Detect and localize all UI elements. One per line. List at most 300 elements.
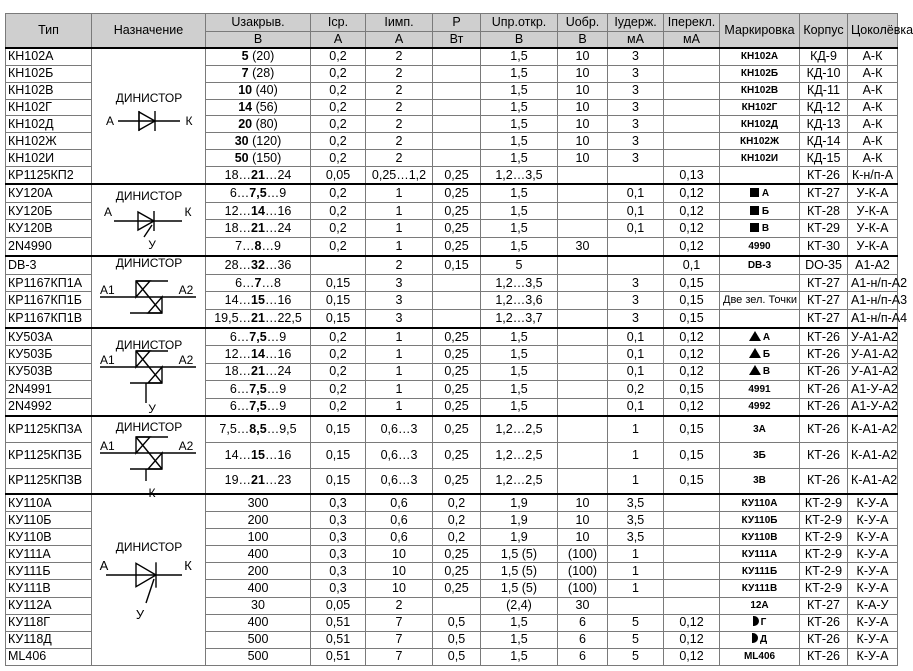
cell-i-sw (664, 116, 720, 133)
cell-u-close (206, 310, 311, 328)
marking-text: 4992 (748, 401, 771, 413)
u-close-typ: 32 (251, 257, 265, 272)
cell-u-rev: (100) (558, 580, 608, 597)
cell-i-cp: 0,3 (311, 494, 366, 512)
cell-type: КУ111В (6, 580, 92, 597)
cell-u-open: 1,2…3,7 (481, 310, 558, 328)
u-close-max: …16 (264, 293, 292, 308)
cell-u-close (206, 563, 311, 580)
u-close-typ: 30 (251, 598, 265, 613)
cell-i-cp (311, 256, 366, 274)
u-close-typ: 7 (254, 275, 262, 290)
unit-i-cp: А (311, 32, 366, 49)
cell-type: DB-3 (6, 256, 92, 274)
cell-i-sw (664, 150, 720, 167)
cell-case: КД-9 (800, 48, 848, 65)
cell-p (433, 274, 481, 292)
cell-pinout: К-У-А (848, 529, 898, 546)
cell-i-hold: 5 (608, 614, 664, 631)
u-close-max: (80) (252, 116, 278, 131)
cell-marking (720, 238, 800, 256)
u-close-max: …8 (261, 275, 281, 290)
cell-p: 0,25 (433, 563, 481, 580)
schematic-symbol-cell (92, 184, 206, 256)
marking-text: 3А (753, 423, 766, 435)
cell-marking (720, 116, 800, 133)
cell-i-imp: 1 (366, 202, 433, 220)
cell-marking (720, 381, 800, 398)
u-close-typ: 21 (251, 167, 265, 182)
symbol-label: ДИНИСТОР (115, 91, 183, 105)
u-close-typ: 100 (247, 529, 269, 544)
cell-pinout: У-К-А (848, 238, 898, 256)
cell-u-open: 1,5 (481, 65, 558, 82)
marking-text: КУ111В (741, 583, 778, 595)
cell-pinout: У-К-А (848, 184, 898, 202)
cell-i-hold: 1 (608, 468, 664, 494)
cell-u-open: 1,5 (481, 381, 558, 398)
cell-pinout: А-К (848, 99, 898, 116)
cell-i-cp: 0,2 (311, 48, 366, 65)
cell-i-sw: 0,13 (664, 167, 720, 184)
cell-i-cp: 0,15 (311, 442, 366, 468)
cell-type: КН102И (6, 150, 92, 167)
cell-case: КТ-2-9 (800, 529, 848, 546)
cell-u-open: 1,5 (481, 346, 558, 363)
u-close-typ: 21 (251, 364, 265, 379)
u-close-min: 28… (224, 257, 252, 272)
cell-u-rev (558, 416, 608, 442)
cell-i-sw (664, 563, 720, 580)
square-mark-icon (750, 223, 759, 232)
cell-type: 2N4990 (6, 238, 92, 256)
cell-u-close (206, 65, 311, 82)
symbol-label: А (99, 558, 109, 573)
cell-i-sw (664, 546, 720, 563)
u-close-max: …24 (264, 167, 292, 182)
unit-u-rev: В (558, 32, 608, 49)
cell-i-sw: 0,12 (664, 398, 720, 416)
u-close-typ: 15 (251, 447, 265, 462)
u-close-typ: 21 (251, 311, 265, 326)
cell-i-hold: 5 (608, 631, 664, 648)
cell-i-imp: 1 (366, 398, 433, 416)
cell-u-close (206, 631, 311, 648)
dinistor-a1a2k-symbol-icon (92, 417, 206, 500)
cell-marking (720, 529, 800, 546)
cell-marking (720, 468, 800, 494)
cell-p: 0,15 (433, 256, 481, 274)
marking-text: КУ111А (741, 548, 778, 560)
cell-u-open: 1,2…2,5 (481, 416, 558, 442)
cell-i-hold: 3,5 (608, 494, 664, 512)
u-close-max: …23 (264, 473, 292, 488)
cell-u-open: 5 (481, 256, 558, 274)
u-close-max: …9 (266, 399, 287, 414)
schematic-symbol-cell (92, 256, 206, 328)
unit-i-hold: мА (608, 32, 664, 49)
cell-u-open: 1,5 (481, 150, 558, 167)
cell-i-sw: 0,12 (664, 238, 720, 256)
cell-p: 0,25 (433, 184, 481, 202)
u-close-typ: 500 (247, 632, 269, 647)
cell-u-rev (558, 442, 608, 468)
cell-pinout: А1-У-А2 (848, 381, 898, 398)
cell-i-sw (664, 597, 720, 614)
cell-i-hold: 0,1 (608, 363, 664, 380)
marking-text: КУ111Б (741, 565, 778, 577)
u-close-typ: 200 (247, 512, 269, 527)
cell-marking (720, 133, 800, 150)
cell-u-open: 1,5 (481, 398, 558, 416)
cell-i-hold: 3 (608, 292, 664, 310)
cell-u-rev: 10 (558, 65, 608, 82)
symbol-label: К (184, 205, 192, 219)
dinistor-a1a2-symbol-icon (92, 257, 206, 327)
marking-text: Б (761, 205, 770, 217)
cell-i-imp: 7 (366, 631, 433, 648)
cell-i-hold: 3 (608, 310, 664, 328)
marking-text: КН102В (740, 85, 779, 97)
cell-type: 2N4992 (6, 398, 92, 416)
cell-pinout: А1-н/п-А3 (848, 292, 898, 310)
cell-case: КТ-26 (800, 631, 848, 648)
cell-i-cp: 0,2 (311, 133, 366, 150)
cell-u-rev (558, 167, 608, 184)
cell-pinout: К-А-У (848, 597, 898, 614)
cell-type: КУ120В (6, 220, 92, 238)
cell-type: КР1125КП3В (6, 468, 92, 494)
cell-u-open: 1,2…3,5 (481, 167, 558, 184)
u-close-typ: 500 (247, 649, 269, 664)
header-pinout: Цоколёвка (848, 14, 898, 49)
cell-i-cp: 0,3 (311, 529, 366, 546)
u-close-typ: 300 (247, 495, 269, 510)
cell-type: КН102Г (6, 99, 92, 116)
unit-p: Вт (433, 32, 481, 49)
cell-pinout: А-К (848, 133, 898, 150)
cell-i-imp: 0,6 (366, 529, 433, 546)
cell-i-imp: 0,25…1,2 (366, 167, 433, 184)
cell-i-imp: 7 (366, 648, 433, 665)
u-close-typ: 5 (241, 49, 249, 64)
cell-u-rev: (100) (558, 546, 608, 563)
cell-i-hold: 1 (608, 580, 664, 597)
cell-i-cp: 0,51 (311, 614, 366, 631)
cell-i-imp: 2 (366, 82, 433, 99)
cell-p (433, 150, 481, 167)
cell-p (433, 133, 481, 150)
cell-marking (720, 82, 800, 99)
cell-u-close (206, 614, 311, 631)
table-row (6, 416, 898, 442)
cell-type: КУ120А (6, 184, 92, 202)
cell-type: КР1125КП3Б (6, 442, 92, 468)
symbol-label: У (148, 402, 156, 416)
header-i-imp: Iимп. (366, 14, 433, 32)
u-close-max: …16 (264, 203, 292, 218)
u-close-max: …9 (266, 381, 287, 396)
cell-marking (720, 597, 800, 614)
cell-pinout: К-А1-А2 (848, 442, 898, 468)
u-close-typ: 15 (251, 293, 265, 308)
cell-marking (720, 580, 800, 597)
cell-u-rev (558, 184, 608, 202)
marking-text: 4991 (748, 383, 771, 395)
cell-pinout: К-У-А (848, 614, 898, 631)
u-close-typ: 14 (238, 100, 253, 115)
cell-type: КУ112А (6, 597, 92, 614)
u-close-min: 7,5… (219, 421, 250, 436)
cell-case: КД-14 (800, 133, 848, 150)
table-row (6, 256, 898, 274)
cell-i-cp: 0,3 (311, 546, 366, 563)
cell-i-sw (664, 580, 720, 597)
symbol-label: А2 (178, 439, 194, 453)
cell-marking (720, 328, 800, 346)
marking-text: КУ110В (741, 531, 778, 543)
cell-u-open: 1,5 (481, 648, 558, 665)
cell-u-open: (2,4) (481, 597, 558, 614)
cell-case: КТ-2-9 (800, 494, 848, 512)
cell-i-imp: 0,6…3 (366, 416, 433, 442)
header-i-sw: Iперекл. (664, 14, 720, 32)
cell-p (433, 116, 481, 133)
u-close-typ: 14 (251, 347, 265, 362)
cell-i-imp: 2 (366, 256, 433, 274)
cell-i-hold: 0,1 (608, 220, 664, 238)
cell-i-cp: 0,05 (311, 167, 366, 184)
cell-i-imp: 3 (366, 274, 433, 292)
cell-i-cp: 0,15 (311, 416, 366, 442)
cell-type: КУ111А (6, 546, 92, 563)
cell-p: 0,25 (433, 220, 481, 238)
u-close-max: …24 (264, 221, 292, 236)
dinistor-aky-symbol-icon (92, 185, 206, 255)
cell-u-close (206, 442, 311, 468)
cell-marking (720, 99, 800, 116)
cell-u-close (206, 512, 311, 529)
u-close-typ: 7 (241, 66, 249, 81)
cell-u-close (206, 346, 311, 363)
symbol-label: К (185, 114, 193, 128)
u-close-max: …9,5 (266, 421, 297, 436)
cell-type: КУ503В (6, 363, 92, 380)
cell-u-rev: 10 (558, 512, 608, 529)
cell-p: 0,25 (433, 468, 481, 494)
cell-i-hold: 3,5 (608, 512, 664, 529)
cell-i-cp: 0,2 (311, 328, 366, 346)
marking-text: Б (762, 349, 771, 361)
symbol-label: А (105, 114, 115, 128)
cell-u-open: 1,2…2,5 (481, 468, 558, 494)
cell-p: 0,25 (433, 167, 481, 184)
cell-u-close (206, 529, 311, 546)
cell-pinout: У-К-А (848, 220, 898, 238)
cell-pinout: К-н/п-А (848, 167, 898, 184)
cell-i-sw (664, 494, 720, 512)
marking-text: 3Б (753, 449, 766, 461)
cell-u-open: 1,5 (481, 363, 558, 380)
cell-case: КТ-27 (800, 274, 848, 292)
cell-case: DO-35 (800, 256, 848, 274)
cell-pinout: А1-У-А2 (848, 398, 898, 416)
cell-case: КТ-26 (800, 416, 848, 442)
cell-i-cp: 0,51 (311, 648, 366, 665)
cell-marking (720, 150, 800, 167)
cell-p: 0,25 (433, 202, 481, 220)
cell-u-open: 1,9 (481, 512, 558, 529)
cell-i-sw: 0,12 (664, 363, 720, 380)
cell-u-rev (558, 346, 608, 363)
cell-type: КУ120Б (6, 202, 92, 220)
cell-p: 0,25 (433, 363, 481, 380)
cell-i-hold (608, 238, 664, 256)
cell-case: КТ-28 (800, 202, 848, 220)
cell-pinout: А-К (848, 82, 898, 99)
cell-marking (720, 292, 800, 310)
cell-u-close (206, 256, 311, 274)
cell-pinout: К-А1-А2 (848, 468, 898, 494)
cell-i-hold (608, 167, 664, 184)
cell-i-hold: 3 (608, 65, 664, 82)
u-close-min: 18… (224, 221, 252, 236)
cell-pinout: К-У-А (848, 648, 898, 665)
cell-i-hold: 0,1 (608, 184, 664, 202)
u-close-min: 12… (224, 203, 252, 218)
symbol-label: К (184, 558, 192, 573)
marking-text: КН102И (740, 152, 779, 164)
cell-i-cp: 0,2 (311, 363, 366, 380)
cell-type: КН102Б (6, 65, 92, 82)
cell-u-rev (558, 468, 608, 494)
cell-marking (720, 442, 800, 468)
cell-marking (720, 274, 800, 292)
u-close-max: …16 (264, 447, 292, 462)
cell-i-sw: 0,15 (664, 381, 720, 398)
cell-i-hold: 0,1 (608, 398, 664, 416)
cell-u-close (206, 220, 311, 238)
cell-p (433, 292, 481, 310)
unit-u-close: В (206, 32, 311, 49)
cell-case: КТ-2-9 (800, 580, 848, 597)
cell-case: КТ-27 (800, 184, 848, 202)
cell-marking (720, 363, 800, 380)
cell-pinout: К-А1-А2 (848, 416, 898, 442)
cell-i-cp: 0,51 (311, 631, 366, 648)
marking-text: КН102Б (740, 68, 779, 80)
u-close-typ: 400 (247, 581, 269, 596)
u-close-typ: 21 (251, 221, 265, 236)
cell-case: КТ-2-9 (800, 563, 848, 580)
cell-i-hold: 0,1 (608, 328, 664, 346)
cell-type: КУ118Д (6, 631, 92, 648)
cell-p (433, 597, 481, 614)
cell-p: 0,5 (433, 648, 481, 665)
cell-i-hold: 0,1 (608, 202, 664, 220)
cell-marking (720, 546, 800, 563)
cell-i-sw: 0,12 (664, 631, 720, 648)
cell-p: 0,5 (433, 631, 481, 648)
thyristor-reference-table (5, 13, 913, 666)
symbol-label: ДИНИСТОР (115, 256, 183, 270)
cell-p: 0,25 (433, 238, 481, 256)
cell-u-open: 1,2…3,6 (481, 292, 558, 310)
u-close-typ: 7,5 (249, 399, 267, 414)
cell-type: ML406 (6, 648, 92, 665)
cell-u-open: 1,5 (5) (481, 580, 558, 597)
cell-p (433, 310, 481, 328)
cell-marking (720, 563, 800, 580)
marking-text: ML406 (743, 651, 776, 663)
u-close-min: 19… (224, 473, 252, 488)
cell-marking (720, 416, 800, 442)
cell-i-cp: 0,2 (311, 220, 366, 238)
cell-case: КТ-26 (800, 381, 848, 398)
cell-u-rev: 10 (558, 99, 608, 116)
cell-i-cp: 0,15 (311, 274, 366, 292)
cell-type: КН102Д (6, 116, 92, 133)
cell-p (433, 82, 481, 99)
cell-u-rev (558, 292, 608, 310)
cell-u-close (206, 116, 311, 133)
cell-type: 2N4991 (6, 381, 92, 398)
u-close-typ: 8,5 (249, 421, 267, 436)
cell-u-rev (558, 363, 608, 380)
cell-type: КР1125КП2 (6, 167, 92, 184)
cell-u-close (206, 363, 311, 380)
marking-text: КН102Г (741, 102, 778, 114)
u-close-typ: 21 (251, 473, 265, 488)
cell-i-cp: 0,2 (311, 82, 366, 99)
square-mark-icon (750, 206, 759, 215)
u-close-min: 12… (224, 347, 252, 362)
cell-i-cp: 0,3 (311, 580, 366, 597)
cell-i-imp: 3 (366, 292, 433, 310)
cell-i-hold: 1 (608, 563, 664, 580)
cell-u-open: 1,5 (5) (481, 563, 558, 580)
cell-i-sw: 0,12 (664, 614, 720, 631)
cell-i-sw: 0,12 (664, 346, 720, 363)
cell-i-sw: 0,12 (664, 184, 720, 202)
cell-i-sw (664, 82, 720, 99)
u-close-max: (40) (252, 83, 278, 98)
table-header (6, 14, 913, 49)
cell-u-rev (558, 398, 608, 416)
cell-u-close (206, 328, 311, 346)
u-close-min: 19,5… (214, 311, 252, 326)
table-row (6, 184, 898, 202)
symbol-label: А2 (178, 283, 194, 297)
cell-i-imp: 10 (366, 546, 433, 563)
cell-u-open: 1,9 (481, 529, 558, 546)
cell-i-cp: 0,2 (311, 202, 366, 220)
marking-text: В (761, 223, 770, 235)
cell-type: КУ110А (6, 494, 92, 512)
cell-p: 0,25 (433, 381, 481, 398)
u-close-typ: 200 (247, 563, 269, 578)
u-close-min: 7… (235, 239, 255, 254)
marking-text: В (762, 366, 771, 378)
cell-u-close (206, 274, 311, 292)
cell-i-sw: 0,12 (664, 202, 720, 220)
cell-type: КУ110Б (6, 512, 92, 529)
cell-i-cp: 0,2 (311, 65, 366, 82)
dinistor-a1a2y-symbol-icon (92, 329, 206, 415)
u-close-max: …24 (264, 364, 292, 379)
cell-i-cp: 0,2 (311, 238, 366, 256)
symbol-label: К (148, 486, 156, 500)
